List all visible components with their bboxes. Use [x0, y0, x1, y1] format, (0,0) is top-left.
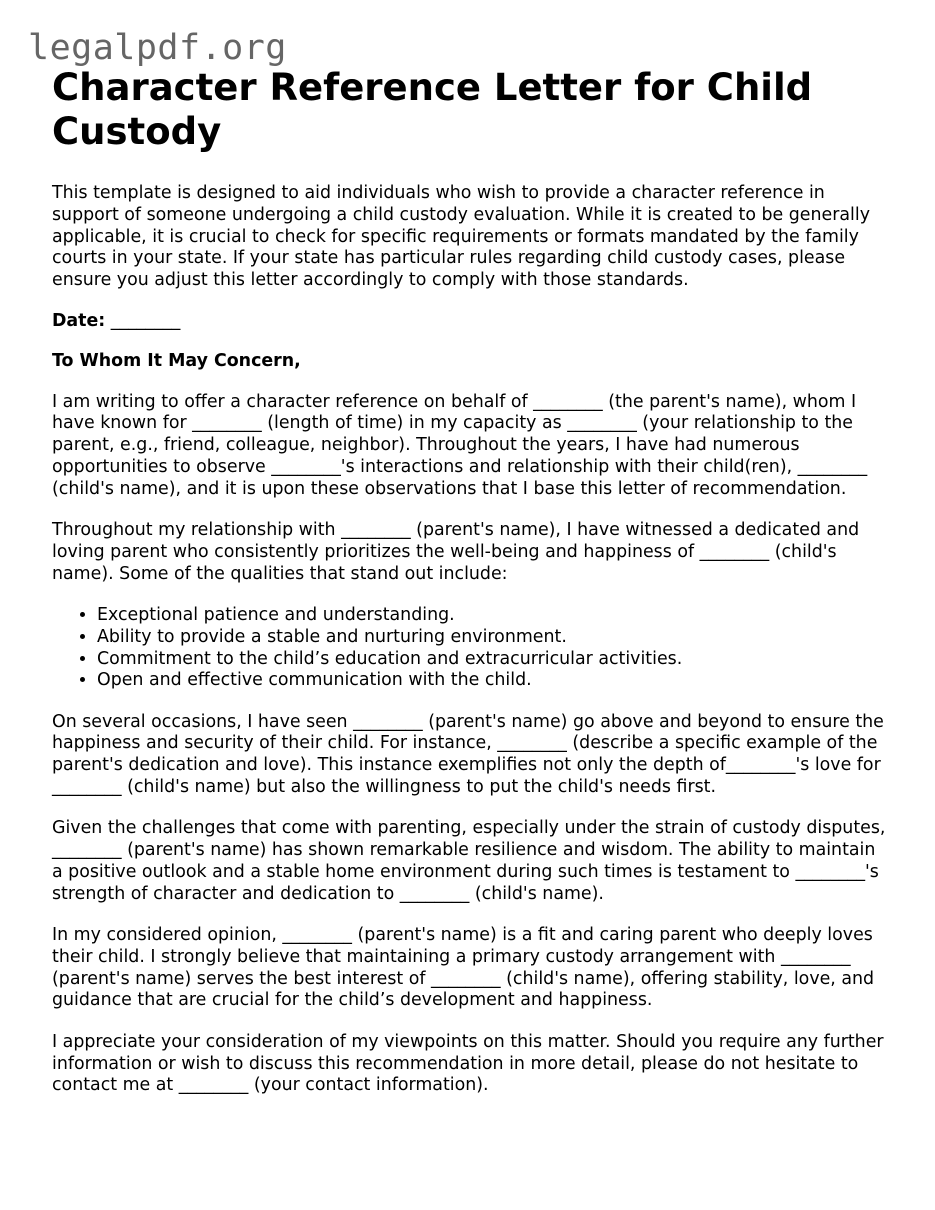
salutation: To Whom It May Concern, — [52, 351, 301, 372]
watermark-logo: legalpdf.org — [28, 28, 287, 68]
body-paragraph-6: I appreciate your consideration of my viewpoints on this matter. Should you require any further information or wish to discuss this recommendation in more detail, please do not hesitate to contact me at ________ (your contact information). — [52, 1031, 884, 1096]
intro-paragraph: This template is designed to aid individuals who wish to provide a character reference in support of someone undergoing a child custody evaluation. While it is created to be generally applicable, it is crucial to check for specific requirements or formats mandated by the family courts in your state. If your state has particular rules regarding child custody cases, please ensure you adjust this letter accordingly to comply with those standards. — [52, 183, 870, 291]
list-item: • Ability to provide a stable and nurturing environment. — [97, 627, 887, 649]
document-title: Character Reference Letter for Child Custody — [52, 66, 813, 153]
list-item: • Commitment to the child’s education and extracurricular activities. — [97, 649, 887, 671]
list-item: • Open and effective communication with the child. — [97, 670, 887, 692]
qualities-list — [52, 605, 887, 692]
body-paragraph-1: I am writing to offer a character reference on behalf of ________ (the parent's name), whom I have known for ________ (length of time) in my capacity as ________ (your relationship to the parent, e.g., friend, colleague, neighbor). Throughout the years, I have had numerous opportunities to observe ________'s interactions and relationship with their child(ren), ________ (child's name), and it is upon these observations that I base this letter of recommendation. — [52, 391, 868, 499]
date-label: Date: — [52, 310, 106, 331]
body-paragraph-3: On several occasions, I have seen ________ (parent's name) go above and beyond to ensure the happiness and security of their child. For instance, ________ (describe a specific example of the parent's dedication and love). This instance exemplifies not only the depth of________'s love for ________ (child's name) but also the willingness to put the child's needs first. — [52, 711, 884, 798]
document-page — [52, 66, 887, 1117]
date-line — [52, 311, 887, 333]
list-item: • Exceptional patience and understanding. — [97, 605, 887, 627]
body-paragraph-4: Given the challenges that come with parenting, especially under the strain of custody disputes, ________ (parent's name) has shown remarkable resilience and wisdom. The ability to maintain a positive outlook and a stable home environment during such times is testament to ________'s strength of character and dedication to ________ (child's name). — [52, 818, 886, 904]
body-paragraph-5: In my considered opinion, ________ (parent's name) is a fit and caring parent who deeply loves their child. I strongly believe that maintaining a primary custody arrangement with ________ (parent's name) serves the best interest of ________ (child's name), offering stability, love, and guidance that are crucial for the child’s development and happiness. — [52, 925, 875, 1011]
date-blank: ________ — [110, 310, 181, 331]
body-paragraph-2: Throughout my relationship with ________ (parent's name), I have witnessed a dedicated and loving parent who consistently prioritizes the well-being and happiness of ________ (child's name). Some of the qualities that stand out include: — [52, 520, 860, 584]
